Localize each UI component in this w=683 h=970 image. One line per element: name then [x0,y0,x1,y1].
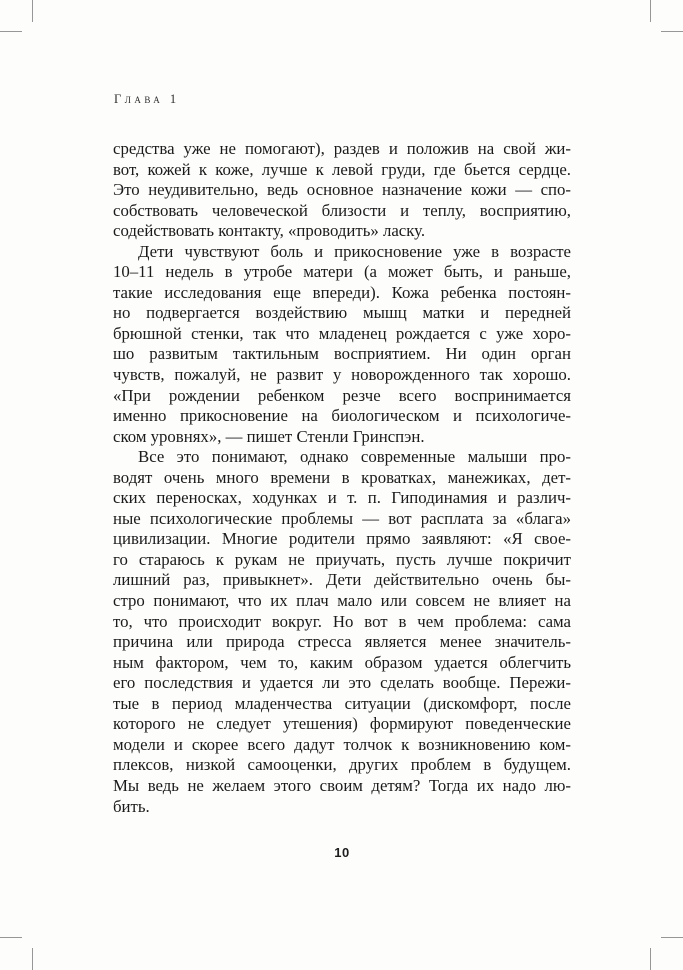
text-line: бить. [113,796,150,816]
crop-mark-bottom-right-horizontal [661,937,683,938]
text-line: 10–11 недель в утробе матери (а может быть, и раньше, [113,262,571,282]
text-line: цивилизации. Многие родители прямо заявляют: «Я свое- [113,529,571,549]
text-line: ные психологические проблемы — вот расплата за «блага» [113,508,571,528]
text-line: содействовать контакту, «проводить» ласку. [113,221,426,241]
text-line: шо развитым тактильным восприятием. Ни один орган [113,344,571,364]
text-line: Это неудивительно, ведь основное назначение кожи — спо- [113,180,571,200]
paragraph [113,242,571,447]
crop-mark-top-right-vertical [650,0,651,22]
text-line: чувств, пожалуй, не развит у новорожденного так хорошо. [113,365,571,385]
text-line: Дети чувствуют боль и прикосновение уже в возрасте [138,241,571,261]
text-line: Все это понимают, однако современные малыши про- [138,447,571,467]
text-line: брюшной стенки, так что младенец рождается с уже хоро- [113,323,571,343]
text-line: плексов, низкой самооценки, других проблем в будущем. [113,755,571,775]
crop-mark-bottom-left-horizontal [0,937,22,938]
text-line: водят очень много времени в кроватках, манежиках, дет- [113,467,571,487]
paragraph [113,139,571,242]
text-line: но подвергается воздействию мышц матки и передней [113,303,571,323]
text-line: которого не следует утешения) формируют поведенческие [113,714,571,734]
text-line: его последствия и удается ли это сделать вообще. Пережи- [113,673,571,693]
text-line: то, что происходит вокруг. Но вот в чем проблема: сама [113,611,571,631]
text-line: го стараюсь к рукам не приучать, пусть лучше покричит [113,549,571,569]
text-line: такие исследования еще впереди). Кожа ребенка постоян- [113,282,571,302]
crop-mark-top-right-horizontal [661,31,683,32]
text-line: ным фактором, чем то, каким образом удается облегчить [113,652,571,672]
text-line: «При рождении ребенком резче всего воспринимается [113,385,571,405]
text-line: модели и скорее всего дадут толчок к возникновению ком- [113,734,571,754]
text-line: Мы ведь не желаем этого своим детям? Тогда их надо лю- [113,775,571,795]
body-text-block [113,139,571,817]
text-line: именно прикосновение на биологическом и психологиче- [113,406,571,426]
text-line: тые в период младенчества ситуации (дискомфорт, после [113,693,571,713]
text-line: лишний раз, привыкнет». Дети действительно очень бы- [113,570,571,590]
page-number: 10 [334,845,350,860]
text-line: стро понимают, что их плач мало или совсем не влияет на [113,591,571,611]
paragraph [113,447,571,817]
chapter-header: Глава 1 [114,92,180,106]
crop-mark-top-left-horizontal [0,31,22,32]
crop-mark-bottom-right-vertical [650,948,651,970]
text-line: ском уровнях», — пишет Стенли Гринспэн. [113,426,425,446]
text-line: ских переносках, ходунках и т. п. Гиподинамия и различ- [113,488,571,508]
text-line: вот, кожей к коже, лучше к левой груди, где бьется сердце. [113,159,571,179]
crop-mark-top-left-vertical [32,0,33,22]
text-line: причина или природа стресса является менее значитель- [113,632,571,652]
crop-mark-bottom-left-vertical [32,948,33,970]
text-line: средства уже не помогают), раздев и положив на свой жи- [113,139,571,158]
text-line: собствовать человеческой близости и теплу, восприятию, [113,200,571,220]
